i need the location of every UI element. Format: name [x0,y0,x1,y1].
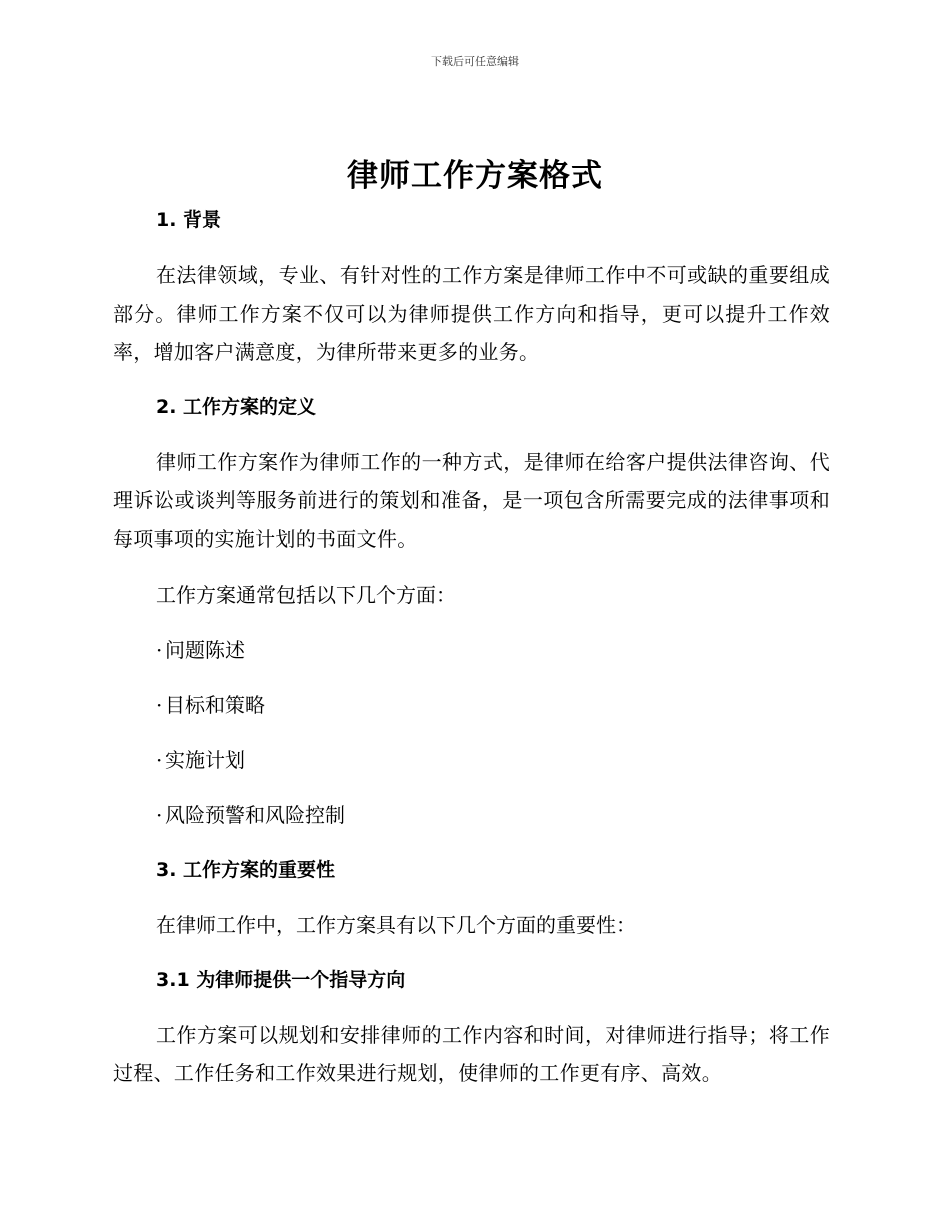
section-3-1-paragraph: 工作方案可以规划和安排律师的工作内容和时间，对律师进行指导；将工作过程、工作任务和工作效果进行规划，使律师的工作更有序、高效。 [113,1022,830,1086]
list-item [113,741,830,779]
section-2-intro: 工作方案通常包括以下几个方面： [156,582,456,607]
bullet-icon: · [156,692,163,717]
section-3-heading: 3. 工作方案的重要性 [156,858,336,881]
list-item [113,796,830,834]
page-header-note: 下载后可任意编辑 [431,55,519,68]
section-3-1-heading: 3.1 为律师提供一个指导方向 [156,968,406,991]
document-title: 律师工作方案格式 [347,158,603,194]
bullet-icon: · [156,637,163,662]
list-item-label: 实施计划 [165,747,245,772]
section-3-intro: 在律师工作中，工作方案具有以下几个方面的重要性： [156,912,636,937]
list-item [113,631,830,669]
section-1-heading: 1. 背景 [156,209,222,231]
list-item-label: 目标和策略 [165,692,265,717]
bullet-icon: · [156,747,163,772]
section-1-paragraph: 在法律领域，专业、有针对性的工作方案是律师工作中不可或缺的重要组成部分。律师工作方案不仅可以为律师提供工作方向和指导，更可以提升工作效率，增加客户满意度，为律所带来更多的业务。 [113,263,830,365]
list-item [113,686,830,724]
document-body [113,200,830,1093]
list-item-label: 风险预警和风险控制 [165,802,345,827]
section-2-paragraph: 律师工作方案作为律师工作的一种方式，是律师在给客户提供法律咨询、代理诉讼或谈判等服务前进行的策划和准备，是一项包含所需要完成的法律事项和每项事项的实施计划的书面文件。 [113,449,830,551]
bullet-icon: · [156,802,163,827]
section-2-heading: 2. 工作方案的定义 [156,395,317,418]
list-item-label: 问题陈述 [165,637,245,662]
